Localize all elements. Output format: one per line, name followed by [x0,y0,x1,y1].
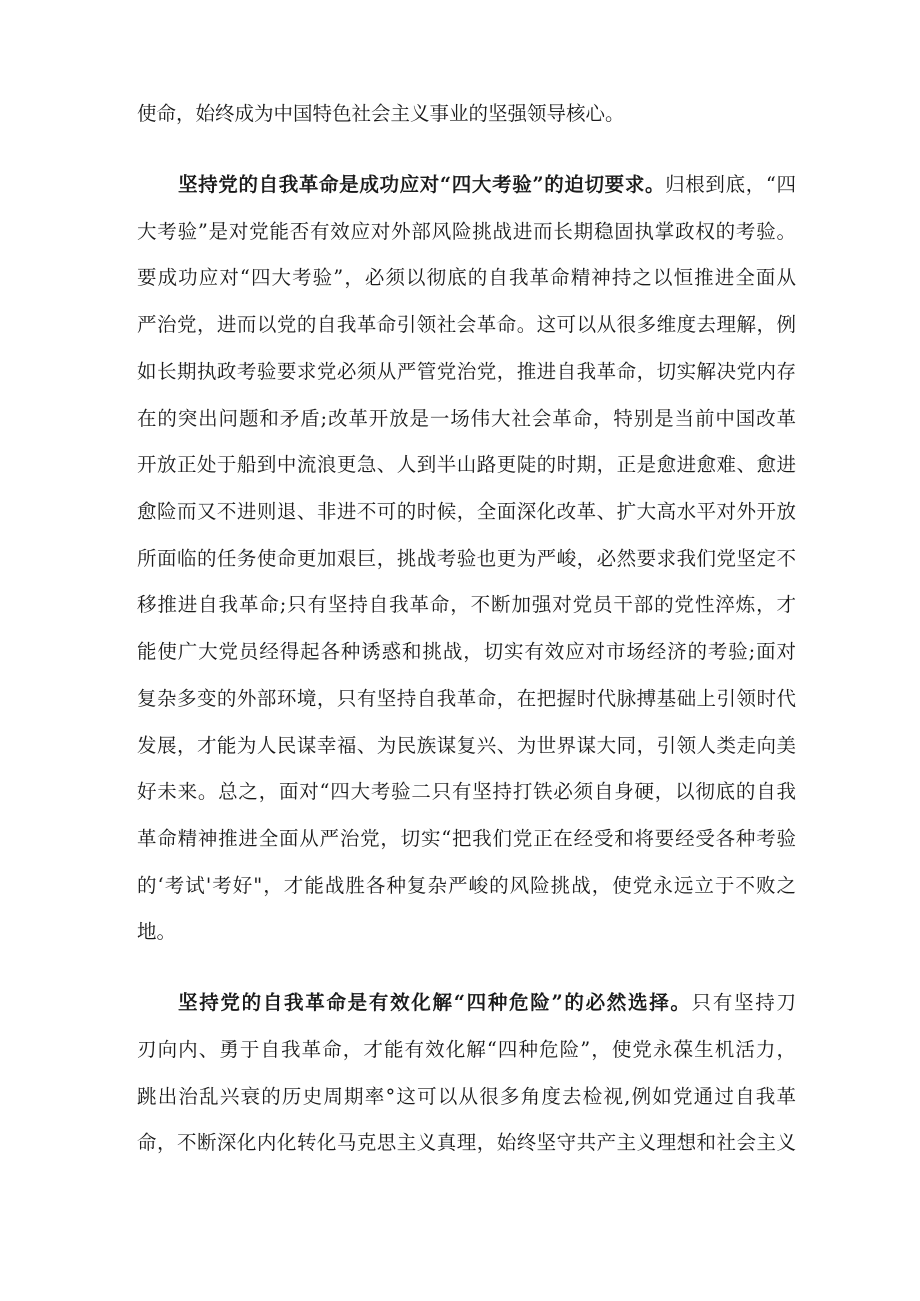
paragraph-line: 使命，始终成为中国特色社会主义事业的坚强领导核心。 [137,102,625,125]
paragraph-line: 地。 [137,920,177,943]
paragraph-line: 如长期执政考验要求党必须从严管党治党，推进自我革命，切实解决党内存 [137,360,796,383]
paragraph-first-line [178,172,796,198]
paragraph-line: 移推进自我革命;只有坚持自我革命，不断加强对党员干部的党性淬炼，才 [137,593,796,616]
paragraph-line: 能使广大党员经得起各种诱惑和挑战，切实有效应对市场经济的考验;面对 [137,640,796,663]
paragraph-line: 大考验”是对党能否有效应对外部风险挑战进而长期稳固执掌政权的考验。 [137,220,796,243]
paragraph-line: 的‘考试'考好"，才能战胜各种复杂严峻的风险挑战，使党永远立于不败之 [137,874,796,897]
paragraph-text: 只有坚持刀 [691,991,796,1014]
paragraph-heading: 坚持党的自我革命是成功应对“四大考验”的迫切要求。 [178,173,666,196]
paragraph-line: 好未来。总之，面对“四大考验二只有坚持打铁必须自身硬，以彻底的自我 [137,780,796,803]
paragraph-first-line [178,990,796,1016]
paragraph-line [137,1177,796,1203]
paragraph-line: 在的突出问题和矛盾;改革开放是一场伟大社会革命，特别是当前中国改革 [137,407,796,430]
paragraph-heading: 坚持党的自我革命是有效化解“四种危险”的必然选择。 [178,991,692,1014]
paragraph-text: 归根到底，“四 [665,173,796,196]
paragraph-line: 复杂多变的外部环境，只有坚持自我革命，在把握时代脉搏基础上引领时代 [137,687,796,710]
paragraph-line: 命，不断深化内化转化马克思主义真理，始终坚守共产主义理想和社会主义 [137,1131,796,1154]
paragraph-line: 跳出治乱兴衰的历史周期率°这可以从很多角度去检视,例如党通过自我革 [137,1085,796,1108]
paragraph-line: 发展，才能为人民谋幸福、为民族谋复兴、为世界谋大同，引领人类走向美 [137,734,796,757]
paragraph-line: 革命精神推进全面从严治党，切实“把我们党正在经受和将要经受各种考验 [137,827,796,850]
paragraph-line: 所面临的任务使命更加艰巨，挑战考验也更为严峻，必然要求我们党坚定不 [137,547,796,570]
paragraph-line: 刃向内、勇于自我革命，才能有效化解“四种危险”，使党永葆生机活力， [137,1038,796,1061]
paragraph-line: 开放正处于船到中流浪更急、人到半山路更陡的时期，正是愈进愈难、愈进 [137,453,796,476]
paragraph-line: 要成功应对“四大考验”，必须以彻底的自我革命精神持之以恒推进全面从 [137,266,796,289]
paragraph-line: 愈险而又不进则退、非进不可的时候，全面深化改革、扩大高水平对外开放 [137,500,796,523]
paragraph-line: 严治党，进而以党的自我革命引领社会革命。这可以从很多维度去理解，例 [137,313,796,336]
